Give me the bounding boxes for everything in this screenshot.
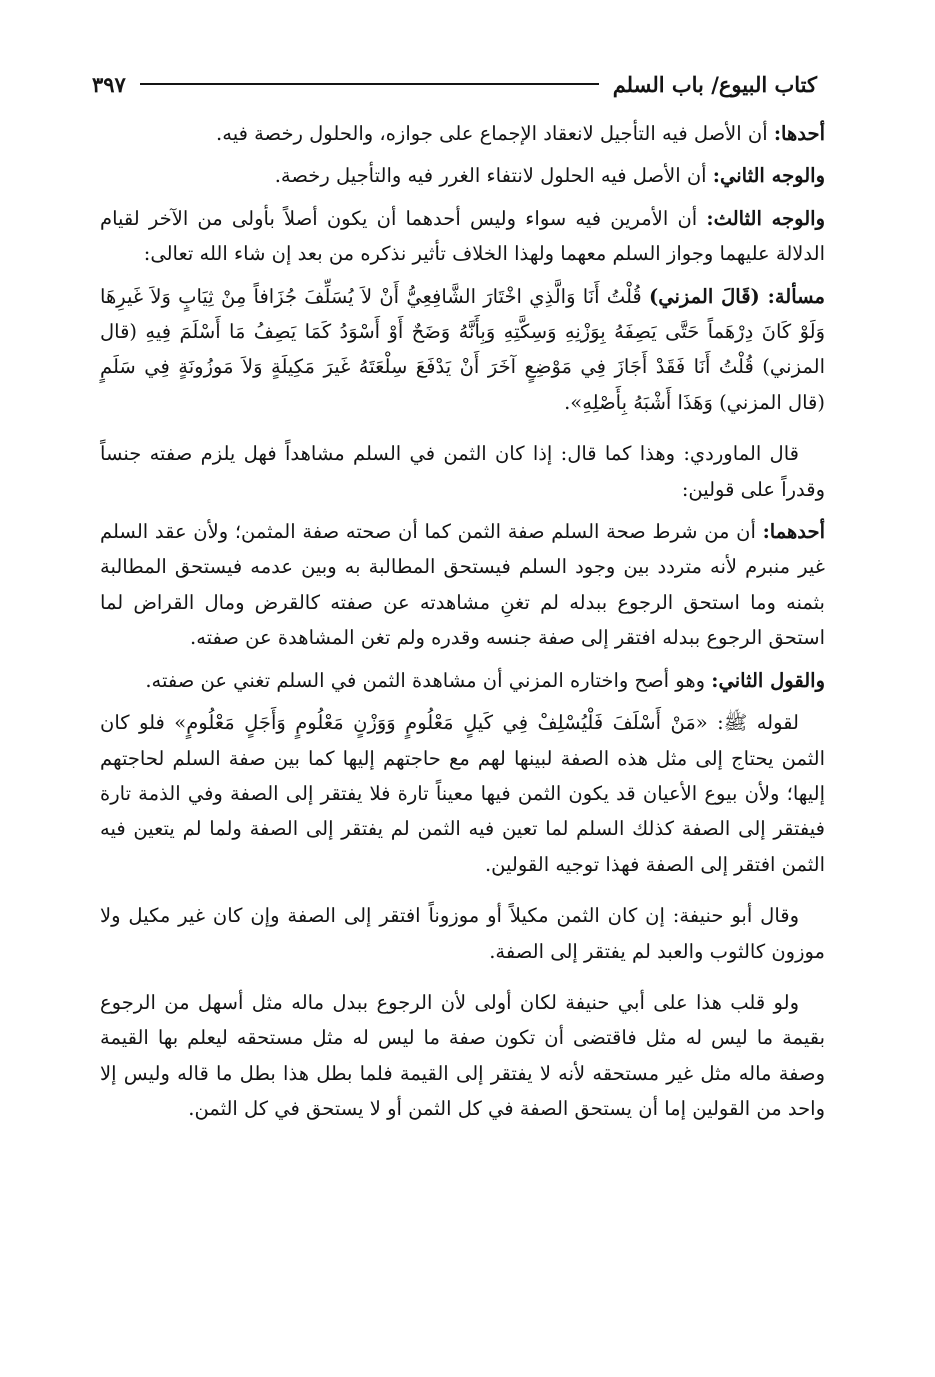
chapter-title: كتاب البيوع/ باب السلم [612,71,817,97]
paragraph-lead: مسألة: (قَالَ المزني) [648,284,826,308]
paragraph-8 [100,705,825,882]
paragraph-text: ولو قلب هذا على أبي حنيفة لكان أولى لأن الرجوع ببدل ماله مثل أسهل من الرجوع بقيمة ما ليس له مثل فاقتضى أن تكون صفة ما ليس له مثل مستحقه ليعلم بها القيمة وصفة ماله مثل غير مستحقه لأنه لا يفتقر إلى القيمة فلما بطل هذا بطل ما قاله وليس إلا واحد من القولين إما أن يستحق الصفة في كل الثمن أو لا يستحق في كل الثمن. [100,990,825,1121]
paragraph-6 [100,514,825,656]
page-body [100,116,825,1134]
paragraph-text: قال الماوردي: وهذا كما قال: إذا كان الثمن في السلم مشاهداً فهل يلزم صفته جنساً وقدراً على قولين: [100,442,825,501]
paragraph-4 [100,279,825,421]
paragraph-1 [100,116,825,151]
paragraph-lead: والوجه الثالث: [706,206,825,230]
paragraph-text: لقوله ﷺ: «مَنْ أَسْلَفَ فَلْيُسْلِفْ فِي كَيلٍ مَعْلُومٍ وَوَزْنٍ مَعْلُومٍ وَأَجَلٍ مَعْلُومٍ» فلو كان الثمن يحتاج إلى مثل هذه الصفة لبينها لهم مع حاجتهم إليها كما بين صفة السلم لحاجتهم إليها؛ ولأن بيوع الأعيان قد يكون الثمن فيها معيناً تارة فلا يفتقر إلى الصفة وفي الذمة تارة فيفتقر إلى الصفة كذلك السلم لما تعين فيه الثمن لم يفتقر إلى الصفة ولما لم يتعين فيه الثمن افتقر إلى الصفة فهذا توجيه القولين. [100,711,825,876]
paragraph-7 [100,663,825,698]
paragraph-lead: والوجه الثاني: [712,164,825,188]
header-rule [140,83,599,85]
paragraph-text: أن الأمرين فيه سواء وليس أحدهما أن يكون أصلاً بأولى من الآخر لقيام الدلالة عليهما وجواز السلم معهما ولهذا الخلاف تأثير نذكره من بعد إن شاء الله تعالى: [100,206,825,266]
paragraph-9 [100,898,825,969]
paragraph-2 [100,158,825,193]
paragraph-10 [100,985,825,1127]
paragraph-5 [100,436,825,507]
page-number: ٣٩٧ [92,71,126,97]
paragraph-text: أن من شرط صحة السلم صفة الثمن كما أن صحته صفة المثمن؛ ولأن عقد السلم غير منبرم لأنه متردد بين وجود السلم فيستحق المطالبة به وبين عدمه فيستحق المطالبة بثمنه وما استحق الرجوع ببدله لم تغنِ مشاهدته عن صفته كالقرض ومال القراض لما استحق الرجوع ببدله افتقر إلى صفة جنسه وقدره ولم تغن المشاهدة عن صفته. [100,520,825,650]
paragraph-lead: أحدهما: [762,520,825,544]
paragraph-text: وقال أبو حنيفة: إن كان الثمن مكيلاً أو موزوناً افتقر إلى الصفة وإن كان غير مكيل ولا موزون كالثوب والعبد لم يفتقر إلى الصفة. [100,904,825,963]
paragraph-text: أن الأصل فيه الحلول لانتفاء الغرر فيه والتأجيل رخصة. [274,164,713,188]
paragraph-lead: أحدها: [773,122,825,145]
paragraph-text: وهو أصح واختاره المزني أن مشاهدة الثمن في السلم تغني عن صفته. [145,668,712,692]
paragraph-lead: والقول الثاني: [711,668,825,692]
paragraph-3 [100,201,825,272]
paragraph-text: أن الأصل فيه التأجيل لانعقاد الإجماع على جوازه، والحلول رخصة فيه. [216,122,774,145]
running-header [92,64,817,104]
paragraph-text: قُلْتُ أَنَا وَالَّذِي اخْتَارَ الشَّافِعِيُّ أَنْ لاَ يُسَلِّفَ جُزَافاً مِنْ ثِيَابٍ وَلاَ غَيرِهَا وَلَوْ كَانَ دِرْهَماً حَتَّى يَصِفَهُ بِوَزْنِهِ وَسِكَّتِهِ وَبِأَنَّهُ وَضَحٌ أَوْ أَسْوَدُ كَمَا يَصِفُ مَا أَسْلَمَ فِيهِ (قال المزني) قُلْتُ أَنَا فَقَدْ أَجَازَ فِي مَوْضِعٍ آخَرَ أَنْ يَدْفَعَ سِلْعَتَهُ غَيرَ مَكِيلَةٍ وَلاَ مَوزُونَةٍ فِي سَلَمٍ (قال المزني) وَهَذَا أَشْبَهُ بِأَصْلِهِ». [100,284,825,414]
